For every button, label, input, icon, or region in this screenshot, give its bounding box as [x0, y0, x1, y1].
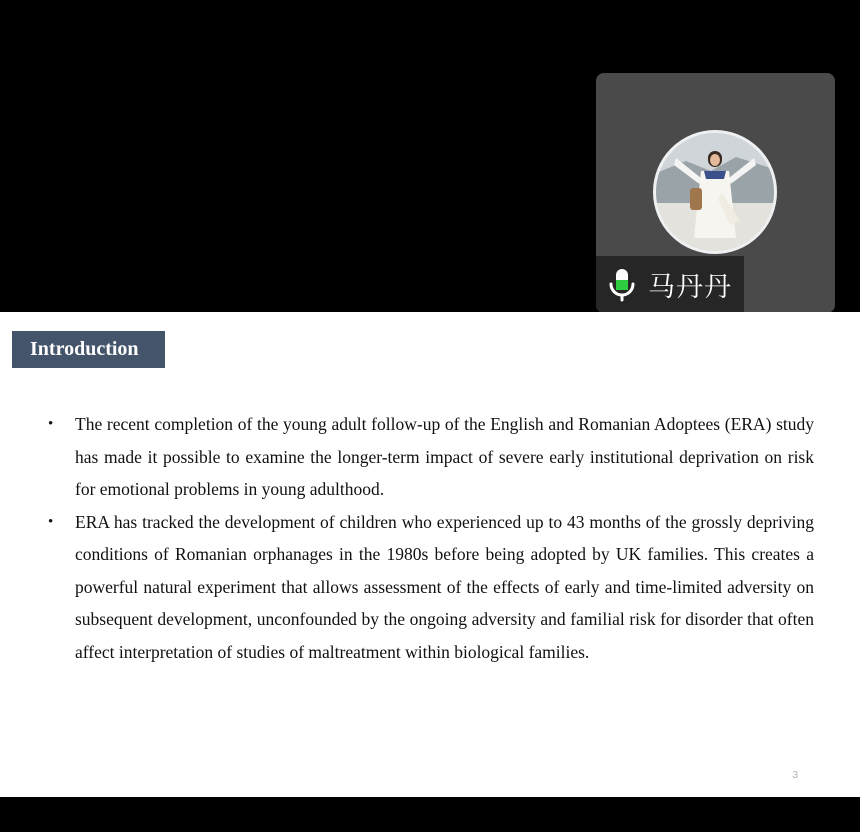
participant-video-tile[interactable]	[596, 73, 835, 313]
bullet-dot: •	[48, 416, 54, 432]
bullet-item	[48, 408, 814, 506]
bullet-item	[48, 506, 814, 669]
participant-avatar	[653, 130, 777, 254]
presentation-slide	[0, 312, 860, 797]
microphone-icon[interactable]	[606, 267, 638, 303]
participant-name: 马丹丹	[648, 272, 732, 303]
bottom-bar	[0, 797, 860, 832]
slide-page-number: 3	[792, 770, 798, 781]
participant-name-tag	[596, 256, 744, 313]
bullet-dot: •	[48, 513, 54, 530]
slide-title: Introduction	[12, 331, 165, 368]
avatar-photo-icon	[656, 133, 774, 251]
bullet-text: The recent completion of the young adult follow-up of the English and Romanian Adoptees (ERA) study has made it possible to examine the longer-term impact of severe early institutional deprivation on risk for emotional problems in young adulthood.	[75, 414, 814, 499]
bullet-list	[48, 408, 814, 668]
bullet-text: ERA has tracked the development of children who experienced up to 43 months of the grossly depriving conditions of Romanian orphanages in the 1980s before being adopted by UK families. This creates a powerful natural experiment that allows assessment of the effects of early and time-limited adversity on subsequent development, unconfounded by the ongoing adversity and familial risk for disorder that often affect interpretation of studies of maltreatment within biological families.	[75, 511, 814, 662]
video-strip	[0, 0, 860, 312]
